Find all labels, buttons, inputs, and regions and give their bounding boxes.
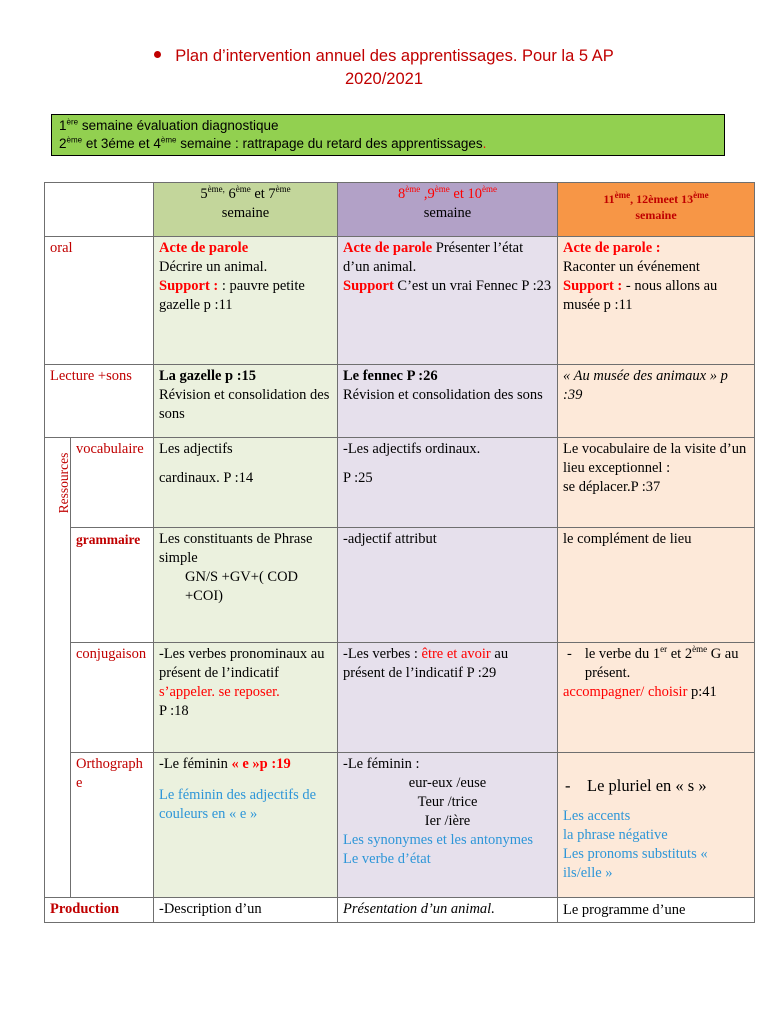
orthographe-cell-3: - Le pluriel en « s » Les accents la phrase négative Les pronoms substituts « ils/elle »	[558, 753, 755, 898]
row-production	[45, 898, 755, 923]
vocabulaire-cell-3: Le vocabulaire de la visite d’un lieu exceptionnel : se déplacer.P :37	[558, 438, 755, 528]
row-conjugaison	[45, 643, 755, 753]
title-line-1: Plan d’intervention annuel des apprentissages. Pour la 5 AP	[175, 47, 614, 65]
header-weeks-8-10: 8ème ,9ème et 10ème semaine	[338, 183, 558, 237]
grammaire-cell-3: le complément de lieu	[558, 528, 755, 643]
conjugaison-cell-2: -Les verbes : être et avoir au présent de l’indicatif P :29	[338, 643, 558, 753]
label-conjugaison: conjugaison	[71, 643, 154, 753]
banner-line-1: 1ère semaine évaluation diagnostique	[59, 117, 279, 133]
production-cell-3: Le programme d’une	[558, 898, 755, 923]
grammaire-cell-2: -adjectif attribut	[338, 528, 558, 643]
header-weeks-5-7: $5^{ème,}$ 6ème et 7ème semaine	[154, 183, 338, 237]
row-orthographe	[45, 753, 755, 898]
plan-table	[44, 182, 755, 923]
label-lecture: Lecture +sons	[45, 365, 154, 438]
lecture-cell-1: La gazelle p :15 Révision et consolidation des sons	[154, 365, 338, 438]
oral-cell-1: Acte de parole Décrire un animal. Support : : pauvre petite gazelle p :11	[154, 237, 338, 365]
label-oral: oral	[45, 237, 154, 365]
header-row	[45, 183, 755, 237]
row-grammaire	[45, 528, 755, 643]
vocabulaire-cell-2: -Les adjectifs ordinaux. P :25	[338, 438, 558, 528]
row-lecture	[45, 365, 755, 438]
header-empty-cell	[45, 183, 154, 237]
production-cell-1: -Description d’un	[154, 898, 338, 923]
row-oral	[45, 237, 755, 365]
banner-line-2: 2ème et 3éme et 4ème semaine : rattrapage du retard des apprentissages.	[59, 135, 487, 151]
diagnostic-banner	[51, 114, 725, 156]
header-weeks-11-13: 11ème, 12èmeet 13ème semaine	[558, 183, 755, 237]
label-orthographe: Orthographe	[71, 753, 154, 898]
row-vocabulaire	[45, 438, 755, 528]
ressources-vertical-label: Ressources	[56, 452, 71, 514]
production-cell-2: Présentation d’un animal.	[338, 898, 558, 923]
bullet-icon	[154, 51, 161, 58]
grammaire-cell-1: Les constituants de Phrase simple GN/S +GV+( COD +COI)	[154, 528, 338, 643]
oral-cell-2: Acte de parole Présenter l’état d’un animal. Support C’est un vrai Fennec P :23	[338, 237, 558, 365]
conjugaison-cell-1: -Les verbes pronominaux au présent de l’indicatif s’appeler. se reposer. P :18	[154, 643, 338, 753]
conjugaison-cell-3: - le verbe du 1er et 2ème G au présent. accompagner/ choisir p:41	[558, 643, 755, 753]
oral-cell-3: Acte de parole : Raconter un événement Support : - nous allons au musée p :11	[558, 237, 755, 365]
orthographe-cell-2: -Le féminin : eur-eux /euse Teur /trice Ier /ière Les synonymes et les antonymes Le verbe d’état	[338, 753, 558, 898]
title-line-2: 2020/2021	[345, 70, 423, 88]
label-grammaire: grammaire	[71, 528, 154, 643]
lecture-cell-3: « Au musée des animaux » p :39	[558, 365, 755, 438]
vocabulaire-cell-1: Les adjectifs cardinaux. P :14	[154, 438, 338, 528]
label-production: Production	[45, 898, 154, 923]
orthographe-cell-1: -Le féminin « e »p :19 Le féminin des adjectifs de couleurs en « e »	[154, 753, 338, 898]
label-vocabulaire: vocabulaire	[71, 438, 154, 528]
document-title	[0, 45, 768, 91]
lecture-cell-2: Le fennec P :26 Révision et consolidation des sons	[338, 365, 558, 438]
